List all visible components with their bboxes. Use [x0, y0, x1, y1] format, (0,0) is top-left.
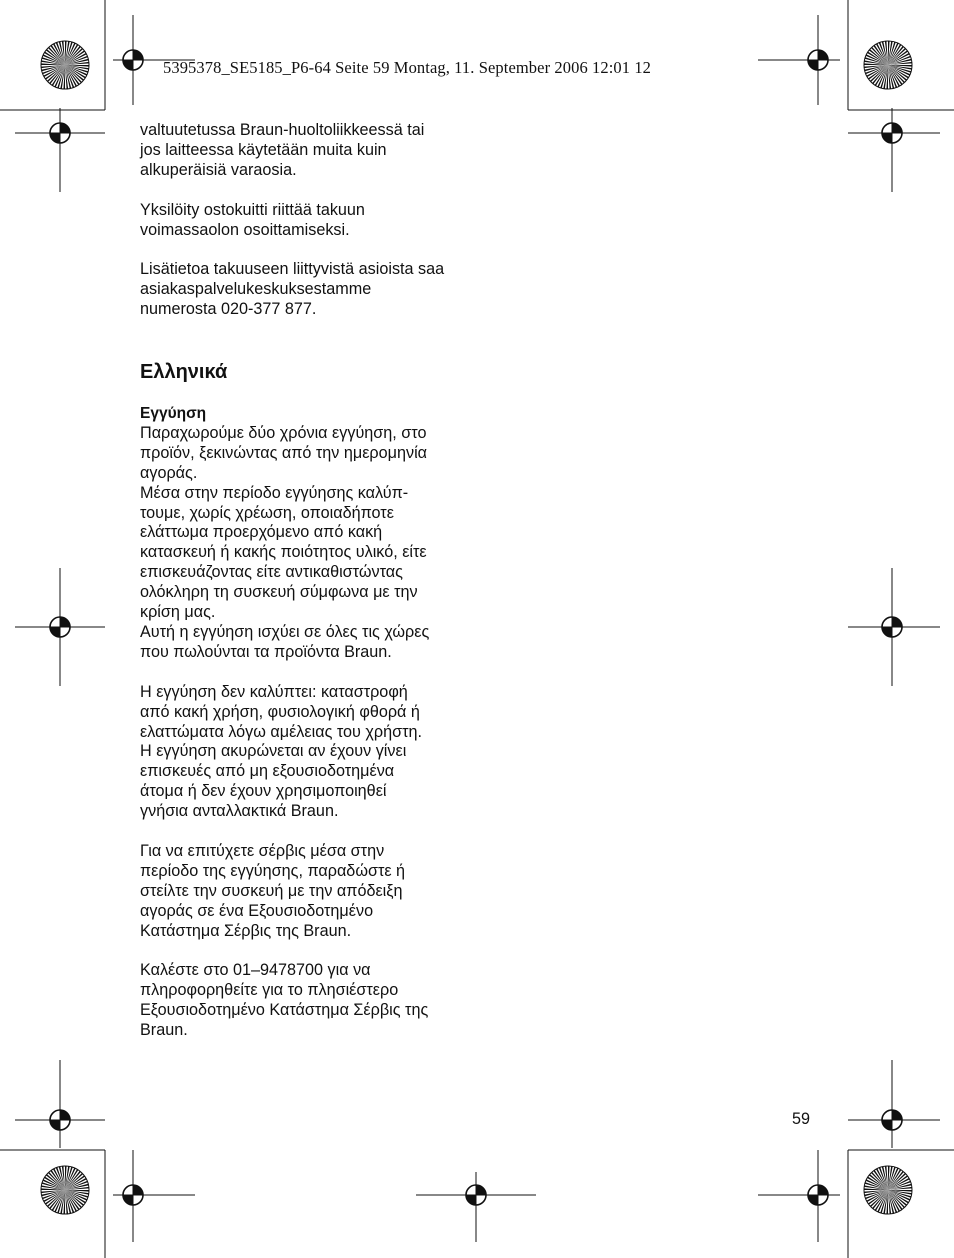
registration-target-icon [848, 1060, 940, 1148]
greek-paragraph-4: Καλέστε στο 01–9478700 για να πληροφορηθείτε για το πλησιέστερο Εξουσιοδοτημένο Κατάστημα Σέρβις της Braun. [140, 961, 429, 1040]
starburst-mark-icon [864, 1166, 912, 1214]
registration-target-icon [758, 15, 840, 105]
print-slug-line: 5395378_SE5185_P6-64 Seite 59 Montag, 11. September 2006 12:01 12 [163, 58, 652, 77]
starburst-mark-icon [41, 1166, 89, 1214]
registration-target-icon [848, 108, 940, 192]
greek-paragraph-3: Για να επιτύχετε σέρβις μέσα στην περίοδο της εγγύησης, παραδώστε ή στείλτε την συσκευή με την απόδειξη αγοράς σε ένα Εξουσιοδοτημένο Κατάστημα Σέρβις της Braun. [140, 841, 406, 940]
section-heading-greek: Ελληνικά [140, 361, 228, 384]
starburst-mark-icon [864, 41, 912, 89]
registration-target-icon [15, 108, 105, 192]
subheading-warranty: Εγγύηση [140, 405, 207, 423]
registration-target-icon [15, 568, 105, 686]
starburst-mark-icon [41, 41, 89, 89]
page-number: 59 [792, 1110, 811, 1128]
registration-target-icon [15, 1060, 105, 1148]
greek-paragraph-1: Παραχωρούμε δύο χρόνια εγγύηση, στο προϊόν, ξεκινώντας από την ημερομηνία αγοράς. Μέσα στην περίοδο εγγύησης καλύπ- τουμε, χωρίς χρέωση, οποιαδήποτε ελάττωμα προερχόμενο από κακή κατασκευή ή κακής ποιότητος υλικό, είτε επισκευάζοντας είτε αντικαθιστώντας ολόκληρη τη συσκευή σύμφωνα με την κρίση μας. Αυτή η εγγύηση ισχύει σε όλες τις χώρες που πωλούνται τα προϊόντα Braun. [140, 423, 430, 661]
registration-target-icon [848, 568, 940, 686]
text-column [140, 121, 470, 1041]
greek-paragraph-2: Η εγγύηση δεν καλύπτει: καταστροφή από κακή χρήση, φυσιολογική φθορά ή ελαττώματα λόγω αμέλειας του χρήστη. Η εγγύηση ακυρώνεται αν έχουν γίνει επισκευές από μη εξουσιοδοτημένα άτομα ή δεν έχουν χρησιμοποιηθεί γνήσια ανταλλακτικά Braun. [140, 682, 422, 821]
finnish-paragraph-3: Lisätietoa takuuseen liittyvistä asioista saa asiakaspalvelukeskuksestamme numerosta 020-377 877. [140, 260, 445, 319]
registration-target-icon [758, 1150, 840, 1242]
registration-target-icon [416, 1172, 536, 1242]
finnish-paragraph-2: Yksilöity ostokuitti riittää takuun voimassaolon osoittamiseksi. [140, 200, 365, 239]
finnish-paragraph-1: valtuutetussa Braun-huoltoliikkeessä tai jos laitteessa käytetään muita kuin alkuperäisiä varaosia. [140, 121, 425, 179]
registration-target-icon [113, 1150, 195, 1242]
